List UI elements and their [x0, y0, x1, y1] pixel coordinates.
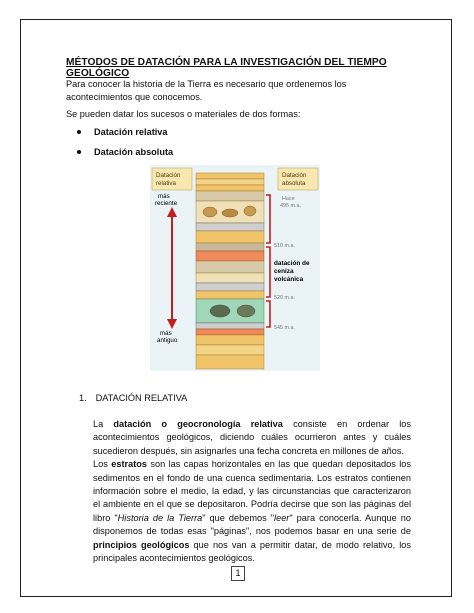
- ceniza-label-1: datación de: [274, 260, 310, 267]
- hace-label: Hace: [282, 196, 295, 202]
- ceniza-label-3: volcánica: [274, 276, 304, 283]
- section-heading: [79, 393, 187, 403]
- ma-510-label: 510 m.a.: [274, 243, 295, 249]
- bullet-icon: [77, 150, 81, 154]
- label-left-line1: Datación: [156, 172, 181, 179]
- section-number: 1.: [79, 393, 87, 403]
- intro-paragraph: Para conocer la historia de la Tierra es necesario que ordenemos los acontecimientos que conocemos.: [66, 79, 347, 103]
- mas-antiguo-label-1: más: [160, 330, 172, 337]
- page-number: 1: [231, 566, 245, 581]
- bullet-item: Datación absoluta: [77, 142, 173, 162]
- bullet-list: [77, 122, 173, 162]
- ma-495-label: 495 m.a.: [280, 203, 301, 209]
- paragraph-datacion: La datación o geocronología relativa consiste en ordenar los acontecimientos geológicos, diciendo cuáles ocurrieron antes y cuáles sucedieron después, sin asignarles una fecha concreta en millones de años.: [93, 419, 411, 456]
- mas-antiguo-label-2: antiguo: [157, 337, 178, 344]
- bullet-item: Datación relativa: [77, 122, 173, 142]
- ma-520-label: 520 m.a.: [274, 295, 295, 301]
- paragraph-estratos: Los estratos son las capas horizontales en las que quedan depositados los sedimentos en el fondo de una cuenca sedimentaria. Los estratos contienen información sobre el medio, la edad, y las circunstancias que caracterizaron el ambiente en el que se depositaron. Podría decirse que son las páginas del libro "Historia de la Tierra" que debemos "leer" para conocerla. Aunque no disponemos de todas esas "páginas", nos podemos basar en una serie de principios geológicos que nos van a permitir datar, de modo relativo, los principales acontecimientos geológicos.: [93, 459, 411, 564]
- strata-figure: [150, 165, 320, 371]
- label-right-line2: absoluta: [282, 180, 306, 187]
- mas-reciente-label-1: más: [158, 193, 170, 200]
- strata-column: [196, 173, 264, 369]
- ceniza-label-2: ceniza: [274, 268, 294, 275]
- mas-reciente-label-2: reciente: [155, 200, 178, 207]
- label-left-line2: relativa: [156, 180, 176, 187]
- page-title: MÉTODOS DE DATACIÓN PARA LA INVESTIGACIÓN DEL TIEMPO GEOLÓGICO: [66, 57, 387, 79]
- section-body: [93, 418, 411, 565]
- ma-545-label: 545 m.a.: [274, 325, 295, 331]
- section-heading-text: DATACIÓN RELATIVA: [95, 393, 188, 403]
- intro-paragraph-2: Se pueden datar los sucesos o materiales de dos formas:: [66, 109, 301, 119]
- bullet-icon: [77, 130, 81, 134]
- label-right-line1: Datación: [282, 172, 307, 179]
